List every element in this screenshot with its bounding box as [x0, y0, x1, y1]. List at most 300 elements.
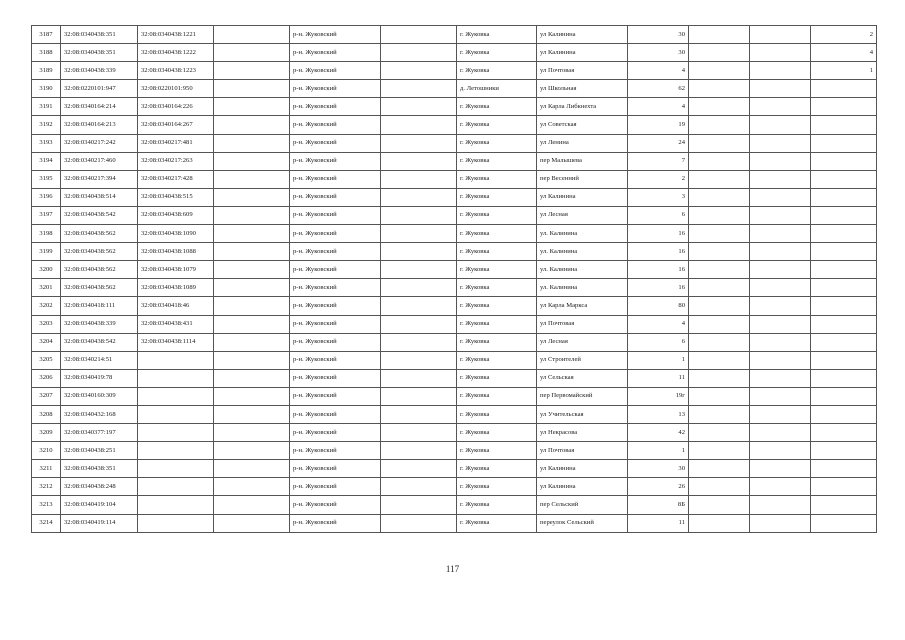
empty-cell — [689, 387, 750, 405]
registry-table — [31, 25, 877, 533]
cadastral-number: 32:08:0340217:394 — [61, 170, 138, 188]
settlement: г. Жуковка — [457, 387, 537, 405]
district: р-н. Жуковский — [290, 134, 381, 152]
house-number: 6 — [628, 333, 689, 351]
settlement: г. Жуковка — [457, 478, 537, 496]
row-number: 3199 — [32, 243, 61, 261]
cadastral-number: 32:08:0340418:111 — [61, 297, 138, 315]
table-row — [32, 243, 877, 261]
settlement: г. Жуковка — [457, 44, 537, 62]
house-number: 30 — [628, 44, 689, 62]
flat-number — [811, 496, 877, 514]
empty-cell — [214, 80, 290, 98]
empty-cell — [381, 243, 457, 261]
empty-cell — [214, 62, 290, 80]
table-row — [32, 152, 877, 170]
empty-cell — [381, 261, 457, 279]
row-number: 3210 — [32, 442, 61, 460]
empty-cell — [381, 279, 457, 297]
row-number: 3187 — [32, 26, 61, 44]
settlement: г. Жуковка — [457, 460, 537, 478]
empty-cell — [689, 261, 750, 279]
building-cadastral-number: 32:08:0340438:1221 — [138, 26, 214, 44]
empty-cell — [750, 387, 811, 405]
empty-cell — [381, 225, 457, 243]
row-number: 3207 — [32, 387, 61, 405]
house-number: 16 — [628, 279, 689, 297]
table-row — [32, 333, 877, 351]
empty-cell — [689, 297, 750, 315]
empty-cell — [381, 369, 457, 387]
empty-cell — [750, 442, 811, 460]
flat-number — [811, 279, 877, 297]
settlement: г. Жуковка — [457, 62, 537, 80]
empty-cell — [750, 315, 811, 333]
building-cadastral-number — [138, 460, 214, 478]
flat-number — [811, 170, 877, 188]
empty-cell — [214, 134, 290, 152]
empty-cell — [750, 26, 811, 44]
flat-number — [811, 351, 877, 369]
settlement: г. Жуковка — [457, 188, 537, 206]
settlement: г. Жуковка — [457, 442, 537, 460]
empty-cell — [214, 116, 290, 134]
house-number: 7 — [628, 152, 689, 170]
table-row — [32, 351, 877, 369]
page-number: 117 — [445, 564, 460, 574]
settlement: д. Летошники — [457, 80, 537, 98]
flat-number — [811, 442, 877, 460]
empty-cell — [750, 496, 811, 514]
flat-number: 2 — [811, 26, 877, 44]
house-number: 19 — [628, 116, 689, 134]
house-number: 11 — [628, 369, 689, 387]
empty-cell — [750, 405, 811, 423]
empty-cell — [689, 26, 750, 44]
house-number: 24 — [628, 134, 689, 152]
empty-cell — [689, 369, 750, 387]
row-number: 3203 — [32, 315, 61, 333]
cadastral-number: 32:08:0340438:351 — [61, 44, 138, 62]
table-row — [32, 26, 877, 44]
empty-cell — [214, 424, 290, 442]
row-number: 3208 — [32, 405, 61, 423]
row-number: 3191 — [32, 98, 61, 116]
empty-cell — [381, 170, 457, 188]
empty-cell — [214, 44, 290, 62]
settlement: г. Жуковка — [457, 152, 537, 170]
row-number: 3195 — [32, 170, 61, 188]
building-cadastral-number — [138, 496, 214, 514]
empty-cell — [750, 98, 811, 116]
cadastral-number: 32:08:0340438:562 — [61, 279, 138, 297]
settlement: г. Жуковка — [457, 261, 537, 279]
cadastral-number: 32:08:0340164:213 — [61, 116, 138, 134]
street: ул Ленина — [537, 134, 628, 152]
table-row — [32, 424, 877, 442]
house-number: 4 — [628, 62, 689, 80]
empty-cell — [689, 496, 750, 514]
empty-cell — [214, 405, 290, 423]
district: р-н. Жуковский — [290, 424, 381, 442]
empty-cell — [750, 80, 811, 98]
empty-cell — [689, 44, 750, 62]
empty-cell — [381, 315, 457, 333]
settlement: г. Жуковка — [457, 170, 537, 188]
settlement: г. Жуковка — [457, 243, 537, 261]
house-number: 2 — [628, 170, 689, 188]
row-number: 3209 — [32, 424, 61, 442]
table-row — [32, 405, 877, 423]
settlement: г. Жуковка — [457, 333, 537, 351]
house-number: 4 — [628, 315, 689, 333]
district: р-н. Жуковский — [290, 80, 381, 98]
flat-number — [811, 460, 877, 478]
house-number: 16 — [628, 243, 689, 261]
district: р-н. Жуковский — [290, 369, 381, 387]
table-row — [32, 225, 877, 243]
street: ул Карла Маркса — [537, 297, 628, 315]
empty-cell — [750, 225, 811, 243]
cadastral-number: 32:08:0340377:197 — [61, 424, 138, 442]
table-row — [32, 62, 877, 80]
empty-cell — [214, 26, 290, 44]
table-row — [32, 170, 877, 188]
empty-cell — [214, 98, 290, 116]
cadastral-number: 32:08:0340438:562 — [61, 261, 138, 279]
street: ул Калинина — [537, 188, 628, 206]
empty-cell — [381, 80, 457, 98]
empty-cell — [381, 424, 457, 442]
empty-cell — [381, 152, 457, 170]
settlement: г. Жуковка — [457, 405, 537, 423]
house-number: 62 — [628, 80, 689, 98]
row-number: 3193 — [32, 134, 61, 152]
street: ул Некрасова — [537, 424, 628, 442]
flat-number — [811, 405, 877, 423]
building-cadastral-number: 32:08:0340438:609 — [138, 206, 214, 224]
street: ул Калинина — [537, 26, 628, 44]
cadastral-number: 32:08:0340438:562 — [61, 243, 138, 261]
building-cadastral-number: 32:08:0340164:267 — [138, 116, 214, 134]
empty-cell — [214, 225, 290, 243]
empty-cell — [689, 152, 750, 170]
flat-number: 4 — [811, 44, 877, 62]
cadastral-number: 32:08:0340438:248 — [61, 478, 138, 496]
empty-cell — [689, 98, 750, 116]
flat-number — [811, 206, 877, 224]
house-number: 26 — [628, 478, 689, 496]
cadastral-number: 32:08:0340438:351 — [61, 26, 138, 44]
street: ул Сельская — [537, 369, 628, 387]
street: ул Почтовая — [537, 62, 628, 80]
district: р-н. Жуковский — [290, 44, 381, 62]
empty-cell — [689, 243, 750, 261]
empty-cell — [689, 206, 750, 224]
empty-cell — [689, 405, 750, 423]
district: р-н. Жуковский — [290, 514, 381, 532]
flat-number — [811, 225, 877, 243]
row-number: 3213 — [32, 496, 61, 514]
empty-cell — [689, 442, 750, 460]
district: р-н. Жуковский — [290, 243, 381, 261]
cadastral-number: 32:08:0340419:104 — [61, 496, 138, 514]
empty-cell — [689, 514, 750, 532]
district: р-н. Жуковский — [290, 297, 381, 315]
empty-cell — [381, 297, 457, 315]
building-cadastral-number — [138, 442, 214, 460]
empty-cell — [381, 44, 457, 62]
settlement: г. Жуковка — [457, 351, 537, 369]
flat-number — [811, 315, 877, 333]
district: р-н. Жуковский — [290, 152, 381, 170]
building-cadastral-number: 32:08:0340438:1114 — [138, 333, 214, 351]
house-number: 11 — [628, 514, 689, 532]
table-row — [32, 261, 877, 279]
building-cadastral-number: 32:08:0340438:1090 — [138, 225, 214, 243]
settlement: г. Жуковка — [457, 424, 537, 442]
building-cadastral-number: 32:08:0340438:1089 — [138, 279, 214, 297]
house-number: 80 — [628, 297, 689, 315]
empty-cell — [750, 188, 811, 206]
settlement: г. Жуковка — [457, 496, 537, 514]
building-cadastral-number: 32:08:0340438:1079 — [138, 261, 214, 279]
building-cadastral-number: 32:08:0340164:226 — [138, 98, 214, 116]
empty-cell — [750, 116, 811, 134]
table-row — [32, 478, 877, 496]
cadastral-number: 32:08:0340438:339 — [61, 315, 138, 333]
settlement: г. Жуковка — [457, 116, 537, 134]
street: ул Строителей — [537, 351, 628, 369]
building-cadastral-number: 32:08:0340438:1222 — [138, 44, 214, 62]
flat-number — [811, 387, 877, 405]
row-number: 3190 — [32, 80, 61, 98]
building-cadastral-number: 32:08:0340438:431 — [138, 315, 214, 333]
cadastral-number: 32:08:0340438:562 — [61, 225, 138, 243]
cadastral-number: 32:08:0340214:51 — [61, 351, 138, 369]
building-cadastral-number: 32:08:0340438:1088 — [138, 243, 214, 261]
building-cadastral-number — [138, 424, 214, 442]
empty-cell — [381, 206, 457, 224]
table-row — [32, 297, 877, 315]
empty-cell — [214, 152, 290, 170]
row-number: 3192 — [32, 116, 61, 134]
building-cadastral-number: 32:08:0340438:515 — [138, 188, 214, 206]
street: ул Лесная — [537, 333, 628, 351]
settlement: г. Жуковка — [457, 206, 537, 224]
cadastral-number: 32:08:0340438:542 — [61, 333, 138, 351]
empty-cell — [214, 170, 290, 188]
table-row — [32, 80, 877, 98]
street: ул Калинина — [537, 478, 628, 496]
empty-cell — [750, 44, 811, 62]
house-number: 4 — [628, 98, 689, 116]
house-number: 3 — [628, 188, 689, 206]
flat-number — [811, 333, 877, 351]
street: ул Советская — [537, 116, 628, 134]
empty-cell — [750, 152, 811, 170]
street: ул Почтовая — [537, 315, 628, 333]
empty-cell — [689, 62, 750, 80]
table-row — [32, 442, 877, 460]
flat-number — [811, 297, 877, 315]
settlement: г. Жуковка — [457, 26, 537, 44]
street: ул. Калинина — [537, 279, 628, 297]
empty-cell — [750, 478, 811, 496]
empty-cell — [750, 424, 811, 442]
row-number: 3188 — [32, 44, 61, 62]
house-number: 42 — [628, 424, 689, 442]
house-number: 6 — [628, 206, 689, 224]
flat-number — [811, 478, 877, 496]
settlement: г. Жуковка — [457, 369, 537, 387]
empty-cell — [750, 261, 811, 279]
empty-cell — [214, 478, 290, 496]
row-number: 3214 — [32, 514, 61, 532]
house-number: 1 — [628, 351, 689, 369]
table-row — [32, 206, 877, 224]
street: ул Карла Либкнехта — [537, 98, 628, 116]
empty-cell — [381, 134, 457, 152]
table-row — [32, 514, 877, 532]
empty-cell — [214, 496, 290, 514]
district: р-н. Жуковский — [290, 98, 381, 116]
empty-cell — [214, 460, 290, 478]
empty-cell — [214, 333, 290, 351]
empty-cell — [381, 387, 457, 405]
house-number: 1 — [628, 442, 689, 460]
row-number: 3189 — [32, 62, 61, 80]
empty-cell — [214, 387, 290, 405]
settlement: г. Жуковка — [457, 297, 537, 315]
flat-number — [811, 152, 877, 170]
cadastral-number: 32:08:0340432:168 — [61, 405, 138, 423]
flat-number — [811, 80, 877, 98]
empty-cell — [214, 188, 290, 206]
empty-cell — [750, 460, 811, 478]
street: ул Лесная — [537, 206, 628, 224]
house-number: 30 — [628, 460, 689, 478]
cadastral-number: 32:08:0340217:242 — [61, 134, 138, 152]
empty-cell — [214, 243, 290, 261]
table-row — [32, 134, 877, 152]
cadastral-number: 32:08:0340217:460 — [61, 152, 138, 170]
empty-cell — [750, 170, 811, 188]
district: р-н. Жуковский — [290, 26, 381, 44]
settlement: г. Жуковка — [457, 225, 537, 243]
empty-cell — [689, 478, 750, 496]
empty-cell — [689, 188, 750, 206]
district: р-н. Жуковский — [290, 206, 381, 224]
flat-number — [811, 243, 877, 261]
empty-cell — [381, 405, 457, 423]
flat-number — [811, 98, 877, 116]
house-number: 30 — [628, 26, 689, 44]
street: пер Весенний — [537, 170, 628, 188]
district: р-н. Жуковский — [290, 442, 381, 460]
house-number: 8Б — [628, 496, 689, 514]
building-cadastral-number — [138, 387, 214, 405]
empty-cell — [381, 98, 457, 116]
empty-cell — [689, 225, 750, 243]
building-cadastral-number: 32:08:0340418:46 — [138, 297, 214, 315]
district: р-н. Жуковский — [290, 478, 381, 496]
street: ул. Калинина — [537, 243, 628, 261]
cadastral-number: 32:08:0340419:114 — [61, 514, 138, 532]
empty-cell — [750, 279, 811, 297]
cadastral-number: 32:08:0340438:514 — [61, 188, 138, 206]
district: р-н. Жуковский — [290, 387, 381, 405]
flat-number — [811, 116, 877, 134]
empty-cell — [214, 279, 290, 297]
empty-cell — [750, 297, 811, 315]
empty-cell — [750, 333, 811, 351]
empty-cell — [381, 116, 457, 134]
row-number: 3202 — [32, 297, 61, 315]
street: ул Калинина — [537, 460, 628, 478]
empty-cell — [750, 62, 811, 80]
empty-cell — [689, 170, 750, 188]
flat-number — [811, 261, 877, 279]
row-number: 3200 — [32, 261, 61, 279]
house-number: 16 — [628, 225, 689, 243]
district: р-н. Жуковский — [290, 62, 381, 80]
empty-cell — [689, 315, 750, 333]
table-row — [32, 44, 877, 62]
district: р-н. Жуковский — [290, 315, 381, 333]
flat-number — [811, 514, 877, 532]
empty-cell — [381, 26, 457, 44]
row-number: 3198 — [32, 225, 61, 243]
empty-cell — [381, 478, 457, 496]
row-number: 3212 — [32, 478, 61, 496]
table-row — [32, 387, 877, 405]
district: р-н. Жуковский — [290, 279, 381, 297]
district: р-н. Жуковский — [290, 170, 381, 188]
row-number: 3211 — [32, 460, 61, 478]
cadastral-number: 32:08:0340438:351 — [61, 460, 138, 478]
settlement: г. Жуковка — [457, 134, 537, 152]
street: ул Почтовая — [537, 442, 628, 460]
empty-cell — [689, 116, 750, 134]
empty-cell — [214, 514, 290, 532]
district: р-н. Жуковский — [290, 261, 381, 279]
row-number: 3204 — [32, 333, 61, 351]
empty-cell — [689, 134, 750, 152]
settlement: г. Жуковка — [457, 279, 537, 297]
settlement: г. Жуковка — [457, 514, 537, 532]
empty-cell — [689, 460, 750, 478]
row-number: 3205 — [32, 351, 61, 369]
district: р-н. Жуковский — [290, 405, 381, 423]
flat-number — [811, 188, 877, 206]
table-row — [32, 188, 877, 206]
empty-cell — [214, 206, 290, 224]
empty-cell — [214, 369, 290, 387]
row-number: 3194 — [32, 152, 61, 170]
street: пер Малышева — [537, 152, 628, 170]
cadastral-number: 32:08:0340438:339 — [61, 62, 138, 80]
row-number: 3206 — [32, 369, 61, 387]
empty-cell — [214, 297, 290, 315]
cadastral-number: 32:08:0340419:78 — [61, 369, 138, 387]
empty-cell — [381, 442, 457, 460]
empty-cell — [214, 351, 290, 369]
settlement: г. Жуковка — [457, 315, 537, 333]
district: р-н. Жуковский — [290, 225, 381, 243]
house-number: 19г — [628, 387, 689, 405]
empty-cell — [750, 369, 811, 387]
